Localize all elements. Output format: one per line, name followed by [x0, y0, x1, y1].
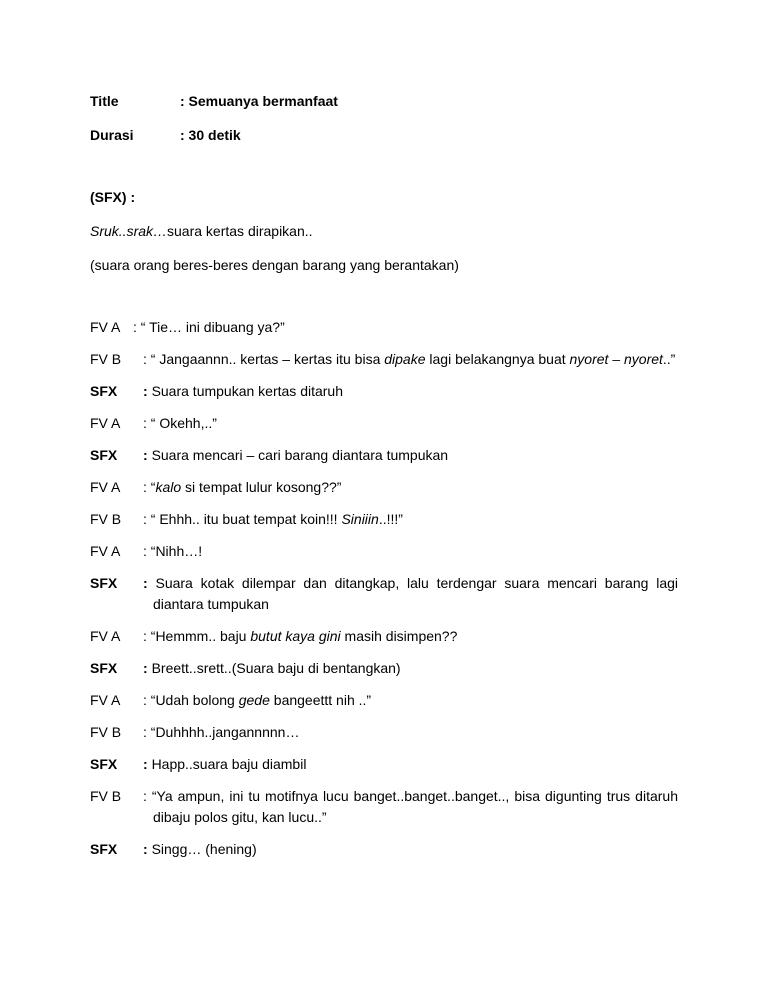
- dialogue-text: [143, 349, 678, 370]
- text-segment: : “: [143, 479, 156, 495]
- dialogue-line: [90, 541, 678, 562]
- intro-note: (suara orang beres-beres dengan barang yang berantakan): [90, 257, 459, 273]
- italic-text: nyoret – nyoret: [569, 351, 663, 367]
- title-value: : Semuanya bermanfaat: [180, 93, 338, 109]
- text-segment: : “ Jangaannn.. kertas – kertas itu bisa: [143, 351, 385, 367]
- title-label: Title: [90, 93, 119, 109]
- colon-separator: :: [143, 660, 152, 676]
- sfx-line: [90, 839, 678, 860]
- text-segment: : “Udah bolong: [143, 692, 239, 708]
- script-body: [90, 317, 678, 871]
- sfx-text: [143, 839, 678, 860]
- text-segment: : “Hemmm.. baju: [143, 628, 251, 644]
- speaker-label: FV A: [90, 479, 121, 495]
- speaker-label: FV A: [90, 543, 121, 559]
- dialogue-line: [90, 477, 678, 498]
- dialogue-text: [133, 317, 678, 338]
- text-segment: bangeettt nih ..”: [269, 692, 372, 708]
- italic-text: kalo: [155, 479, 182, 495]
- dialogue-text: [143, 413, 678, 434]
- sfx-text: [143, 658, 678, 679]
- text-segment: masih disimpen??: [340, 628, 458, 644]
- italic-text: gede: [238, 692, 270, 708]
- speaker-label: FV A: [90, 692, 121, 708]
- text-segment: : “Nihh…!: [143, 543, 203, 559]
- duration-row: [90, 126, 241, 144]
- speaker-label: FV B: [90, 511, 122, 527]
- speaker-label: FV B: [90, 788, 122, 804]
- italic-text: dipake: [384, 351, 426, 367]
- colon-separator: :: [143, 447, 152, 463]
- speaker-label: FV B: [90, 351, 122, 367]
- text-segment: si tempat lulur kosong??”: [181, 479, 342, 495]
- text-segment: : “Ya ampun, ini tu motifnya lucu banget..banget..banget.., bisa digunting trus ditaruh dibaju polos gitu, kan lucu..”: [143, 788, 678, 825]
- sfx-line: [90, 658, 678, 679]
- dialogue-line: [90, 317, 678, 338]
- text-segment: ..”: [662, 351, 676, 367]
- sfx-line: [90, 381, 678, 402]
- dialogue-text: [143, 509, 678, 530]
- text-segment: Breett..srett..(Suara baju di bentangkan): [151, 660, 401, 676]
- sfx-line: [90, 445, 678, 466]
- sfx-line: [90, 754, 678, 775]
- speaker-label: SFX: [90, 447, 118, 463]
- speaker-label: SFX: [90, 660, 118, 676]
- text-segment: lagi belakangnya buat: [425, 351, 570, 367]
- colon-separator: :: [143, 575, 156, 591]
- text-segment: Singg… (hening): [151, 841, 257, 857]
- dialogue-text: [143, 722, 678, 743]
- dialogue-line: [90, 626, 678, 647]
- dialogue-line: [90, 690, 678, 711]
- title-row: [90, 92, 338, 110]
- duration-value: : 30 detik: [180, 127, 241, 143]
- sfx-intro-line: [90, 222, 313, 240]
- sfx-line: [90, 573, 678, 615]
- dialogue-text: [143, 541, 678, 562]
- sfx-text: [143, 445, 678, 466]
- sfx-text: [143, 573, 678, 615]
- duration-label: Durasi: [90, 127, 134, 143]
- speaker-label: FV B: [90, 724, 122, 740]
- dialogue-line: [90, 786, 678, 828]
- dialogue-line: [90, 349, 678, 370]
- text-segment: : “ Ehhh.. itu buat tempat koin!!!: [143, 511, 342, 527]
- text-segment: : “ Tie… ini dibuang ya?”: [133, 319, 285, 335]
- speaker-label: SFX: [90, 756, 118, 772]
- text-segment: Suara tumpukan kertas ditaruh: [151, 383, 344, 399]
- text-segment: : “ Okehh,..”: [143, 415, 217, 431]
- dialogue-line: [90, 722, 678, 743]
- text-segment: ..!!!”: [378, 511, 403, 527]
- dialogue-text: [143, 477, 678, 498]
- italic-text: butut kaya gini: [250, 628, 341, 644]
- sfx-text: [143, 381, 678, 402]
- speaker-label: FV A: [90, 415, 121, 431]
- speaker-label: SFX: [90, 383, 118, 399]
- colon-separator: :: [143, 841, 152, 857]
- sfx-intro-rest: suara kertas dirapikan..: [167, 223, 313, 239]
- speaker-label: SFX: [90, 575, 118, 591]
- italic-text: Siniiin: [341, 511, 379, 527]
- colon-separator: :: [143, 756, 152, 772]
- sfx-text: [143, 754, 678, 775]
- text-segment: Suara kotak dilempar dan ditangkap, lalu terdengar suara mencari barang lagi diantara tumpukan: [153, 575, 678, 612]
- sfx-intro-italic: Sruk..srak…: [90, 223, 168, 239]
- dialogue-line: [90, 413, 678, 434]
- speaker-label: SFX: [90, 841, 118, 857]
- text-segment: : “Duhhhh..jangannnnn…: [143, 724, 300, 740]
- dialogue-text: [143, 626, 678, 647]
- colon-separator: :: [143, 383, 152, 399]
- speaker-label: FV A: [90, 628, 121, 644]
- dialogue-text: [143, 786, 678, 828]
- sfx-heading: (SFX) :: [90, 189, 136, 205]
- text-segment: Happ..suara baju diambil: [151, 756, 307, 772]
- dialogue-line: [90, 509, 678, 530]
- speaker-label: FV A: [90, 319, 121, 335]
- dialogue-text: [143, 690, 678, 711]
- text-segment: Suara mencari – cari barang diantara tumpukan: [151, 447, 449, 463]
